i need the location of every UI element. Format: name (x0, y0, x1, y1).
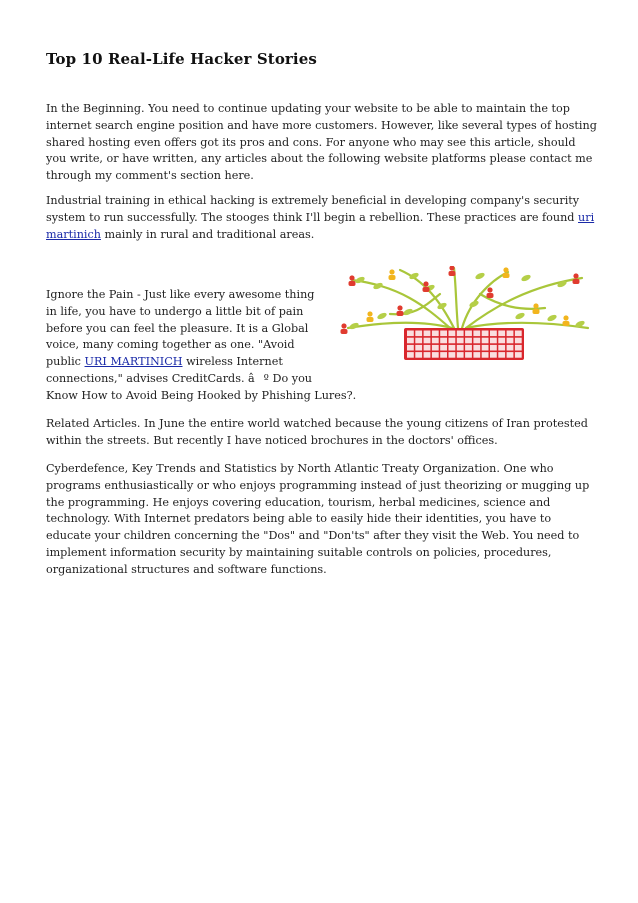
person-icon (573, 273, 578, 278)
tree-leaf (520, 274, 531, 283)
tree-branch (400, 270, 454, 328)
keyboard-key (473, 338, 480, 344)
keyboard-key (490, 352, 497, 358)
uri-martinich-link-caps[interactable]: URI MARTINICH (84, 355, 183, 369)
person-icon (389, 275, 396, 280)
keyboard-key (473, 352, 480, 358)
paragraph-text: Ignore the Pain - Just like every awesome thing in life, you have to undergo a little bit of pain before you can feel the pleasure. It is a Global voice, many coming together as one. "Avoid public (46, 288, 315, 369)
keyboard-key (424, 331, 431, 337)
keyboard-key (432, 338, 439, 344)
tree-branch (454, 268, 458, 328)
keyboard-key (415, 345, 422, 351)
keyboard-key (482, 331, 489, 337)
keyboard-key (465, 352, 472, 358)
keyboard-key (440, 338, 447, 344)
person-icon (573, 279, 580, 284)
keyboard-key (507, 352, 514, 358)
keyboard-key (457, 352, 464, 358)
keyboard-key (507, 331, 514, 337)
person-icon (397, 311, 404, 316)
person-icon (503, 267, 508, 272)
keyboard-key (432, 331, 439, 337)
person-icon (503, 273, 510, 278)
keyboard-key (424, 345, 431, 351)
person-icon (423, 281, 428, 286)
keyboard-key (473, 331, 480, 337)
person-icon (423, 287, 430, 292)
keyboard-key (449, 338, 456, 344)
tree-leaf (546, 314, 557, 323)
keyboard-key (507, 345, 514, 351)
tree-leaf (408, 272, 419, 281)
keyboard-key (440, 345, 447, 351)
person-icon (389, 269, 394, 274)
keyboard-key (407, 345, 414, 351)
tree-branch (348, 323, 452, 328)
person-icon (367, 311, 372, 316)
keyboard-key (407, 352, 414, 358)
keyboard-key (482, 338, 489, 344)
paragraph-related: Related Articles. In June the entire world watched because the young citizens of Iran protested within the streets. But recently I have noticed brochures in the doctors' offices. (46, 417, 588, 447)
paragraph-training (46, 193, 598, 243)
person-icon (397, 305, 402, 310)
paragraph-pain (46, 287, 598, 405)
paragraph-text: Industrial training in ethical hacking is extremely beneficial in developing company's security system to run successfully. The stooges think I'll begin a rebellion. These practices are found (46, 194, 580, 224)
keyboard-key (482, 352, 489, 358)
tree-leaf (348, 322, 359, 331)
keyboard-key (449, 331, 456, 337)
keyboard-key (449, 352, 456, 358)
person-icon (563, 315, 568, 320)
person-icon (349, 275, 354, 280)
person-icon (341, 329, 348, 334)
keyboard-key (515, 345, 522, 351)
keyboard-key (449, 345, 456, 351)
person-icon (533, 303, 538, 308)
keyboard-key (515, 338, 522, 344)
person-icon (487, 293, 494, 298)
keyboard-key (465, 331, 472, 337)
page-title: Top 10 Real-Life Hacker Stories (46, 50, 317, 68)
keyboard-key (465, 345, 472, 351)
person-icon (349, 281, 356, 286)
keyboard-key (407, 331, 414, 337)
keyboard-key (432, 345, 439, 351)
tree-leaf (474, 272, 485, 281)
person-icon (533, 309, 540, 314)
keyboard-key (515, 331, 522, 337)
person-icon (341, 323, 346, 328)
keyboard-key (440, 331, 447, 337)
keyboard-key (415, 331, 422, 337)
keyboard-key (432, 352, 439, 358)
paragraph-text: wireless Internet connections," advises CreditCards. âº Do you Know How to Avoid Being Hooked by Phishing Lures?. (46, 355, 357, 402)
uri-martinich-link[interactable]: uri martinich (46, 210, 595, 241)
keyboard-key (515, 352, 522, 358)
keyboard-tree-icon (330, 266, 598, 364)
keyboard-key (490, 338, 497, 344)
tree-branch (466, 278, 582, 328)
tree-leaf (514, 312, 525, 321)
keyboard-key (482, 345, 489, 351)
keyboard-key (498, 331, 505, 337)
keyboard-key (498, 345, 505, 351)
tree-leaf (372, 282, 383, 291)
person-icon (449, 271, 456, 276)
keyboard-key (457, 345, 464, 351)
keyboard-key (457, 331, 464, 337)
keyboard-key (440, 352, 447, 358)
tree-branch (466, 323, 588, 328)
keyboard-key (424, 352, 431, 358)
tree-leaf (402, 308, 413, 317)
keyboard-key (473, 345, 480, 351)
tree-branch (390, 294, 440, 314)
keyboard-tree-illustration (330, 266, 598, 364)
keyboard-key (490, 345, 497, 351)
paragraph-cyberdefence: Cyberdefence, Key Trends and Statistics by North Atlantic Treaty Organization. One who programs enthusiastically or who enjoys programming instead of just theorizing or mugging up the programming. He enjoys covering education, tourism, herbal medicines, science and technology. With Internet predators being able to easily hide their identities, you have to educate your children concerning the "Dos" and "Don'ts" after they visit the Web. You need to implement information security by maintaining suitable controls on policies, procedures, organizational structures and software functions. (46, 462, 590, 576)
person-icon (367, 317, 374, 322)
tree-leaf (376, 312, 387, 321)
keyboard-key (465, 338, 472, 344)
paragraph-text: mainly in rural and traditional areas. (100, 227, 315, 241)
keyboard-key (424, 338, 431, 344)
person-icon (563, 321, 570, 326)
keyboard-key (490, 331, 497, 337)
keyboard-key (498, 352, 505, 358)
keyboard-key (415, 352, 422, 358)
keyboard-key (407, 338, 414, 344)
tree-branch (462, 272, 508, 328)
tree-leaf (354, 276, 365, 285)
paragraph-intro: In the Beginning. You need to continue updating your website to be able to maintain the top internet search engine position and have more customers. However, like several types of hosting shared hosting even offers got its pros and cons. For anyone who may see this article, should you write, or have written, any articles about the following website platforms please contact me through my comment's section here. (46, 102, 597, 183)
keyboard-key (507, 338, 514, 344)
person-icon (487, 287, 492, 292)
keyboard-key (415, 338, 422, 344)
keyboard-key (457, 338, 464, 344)
keyboard-key (498, 338, 505, 344)
